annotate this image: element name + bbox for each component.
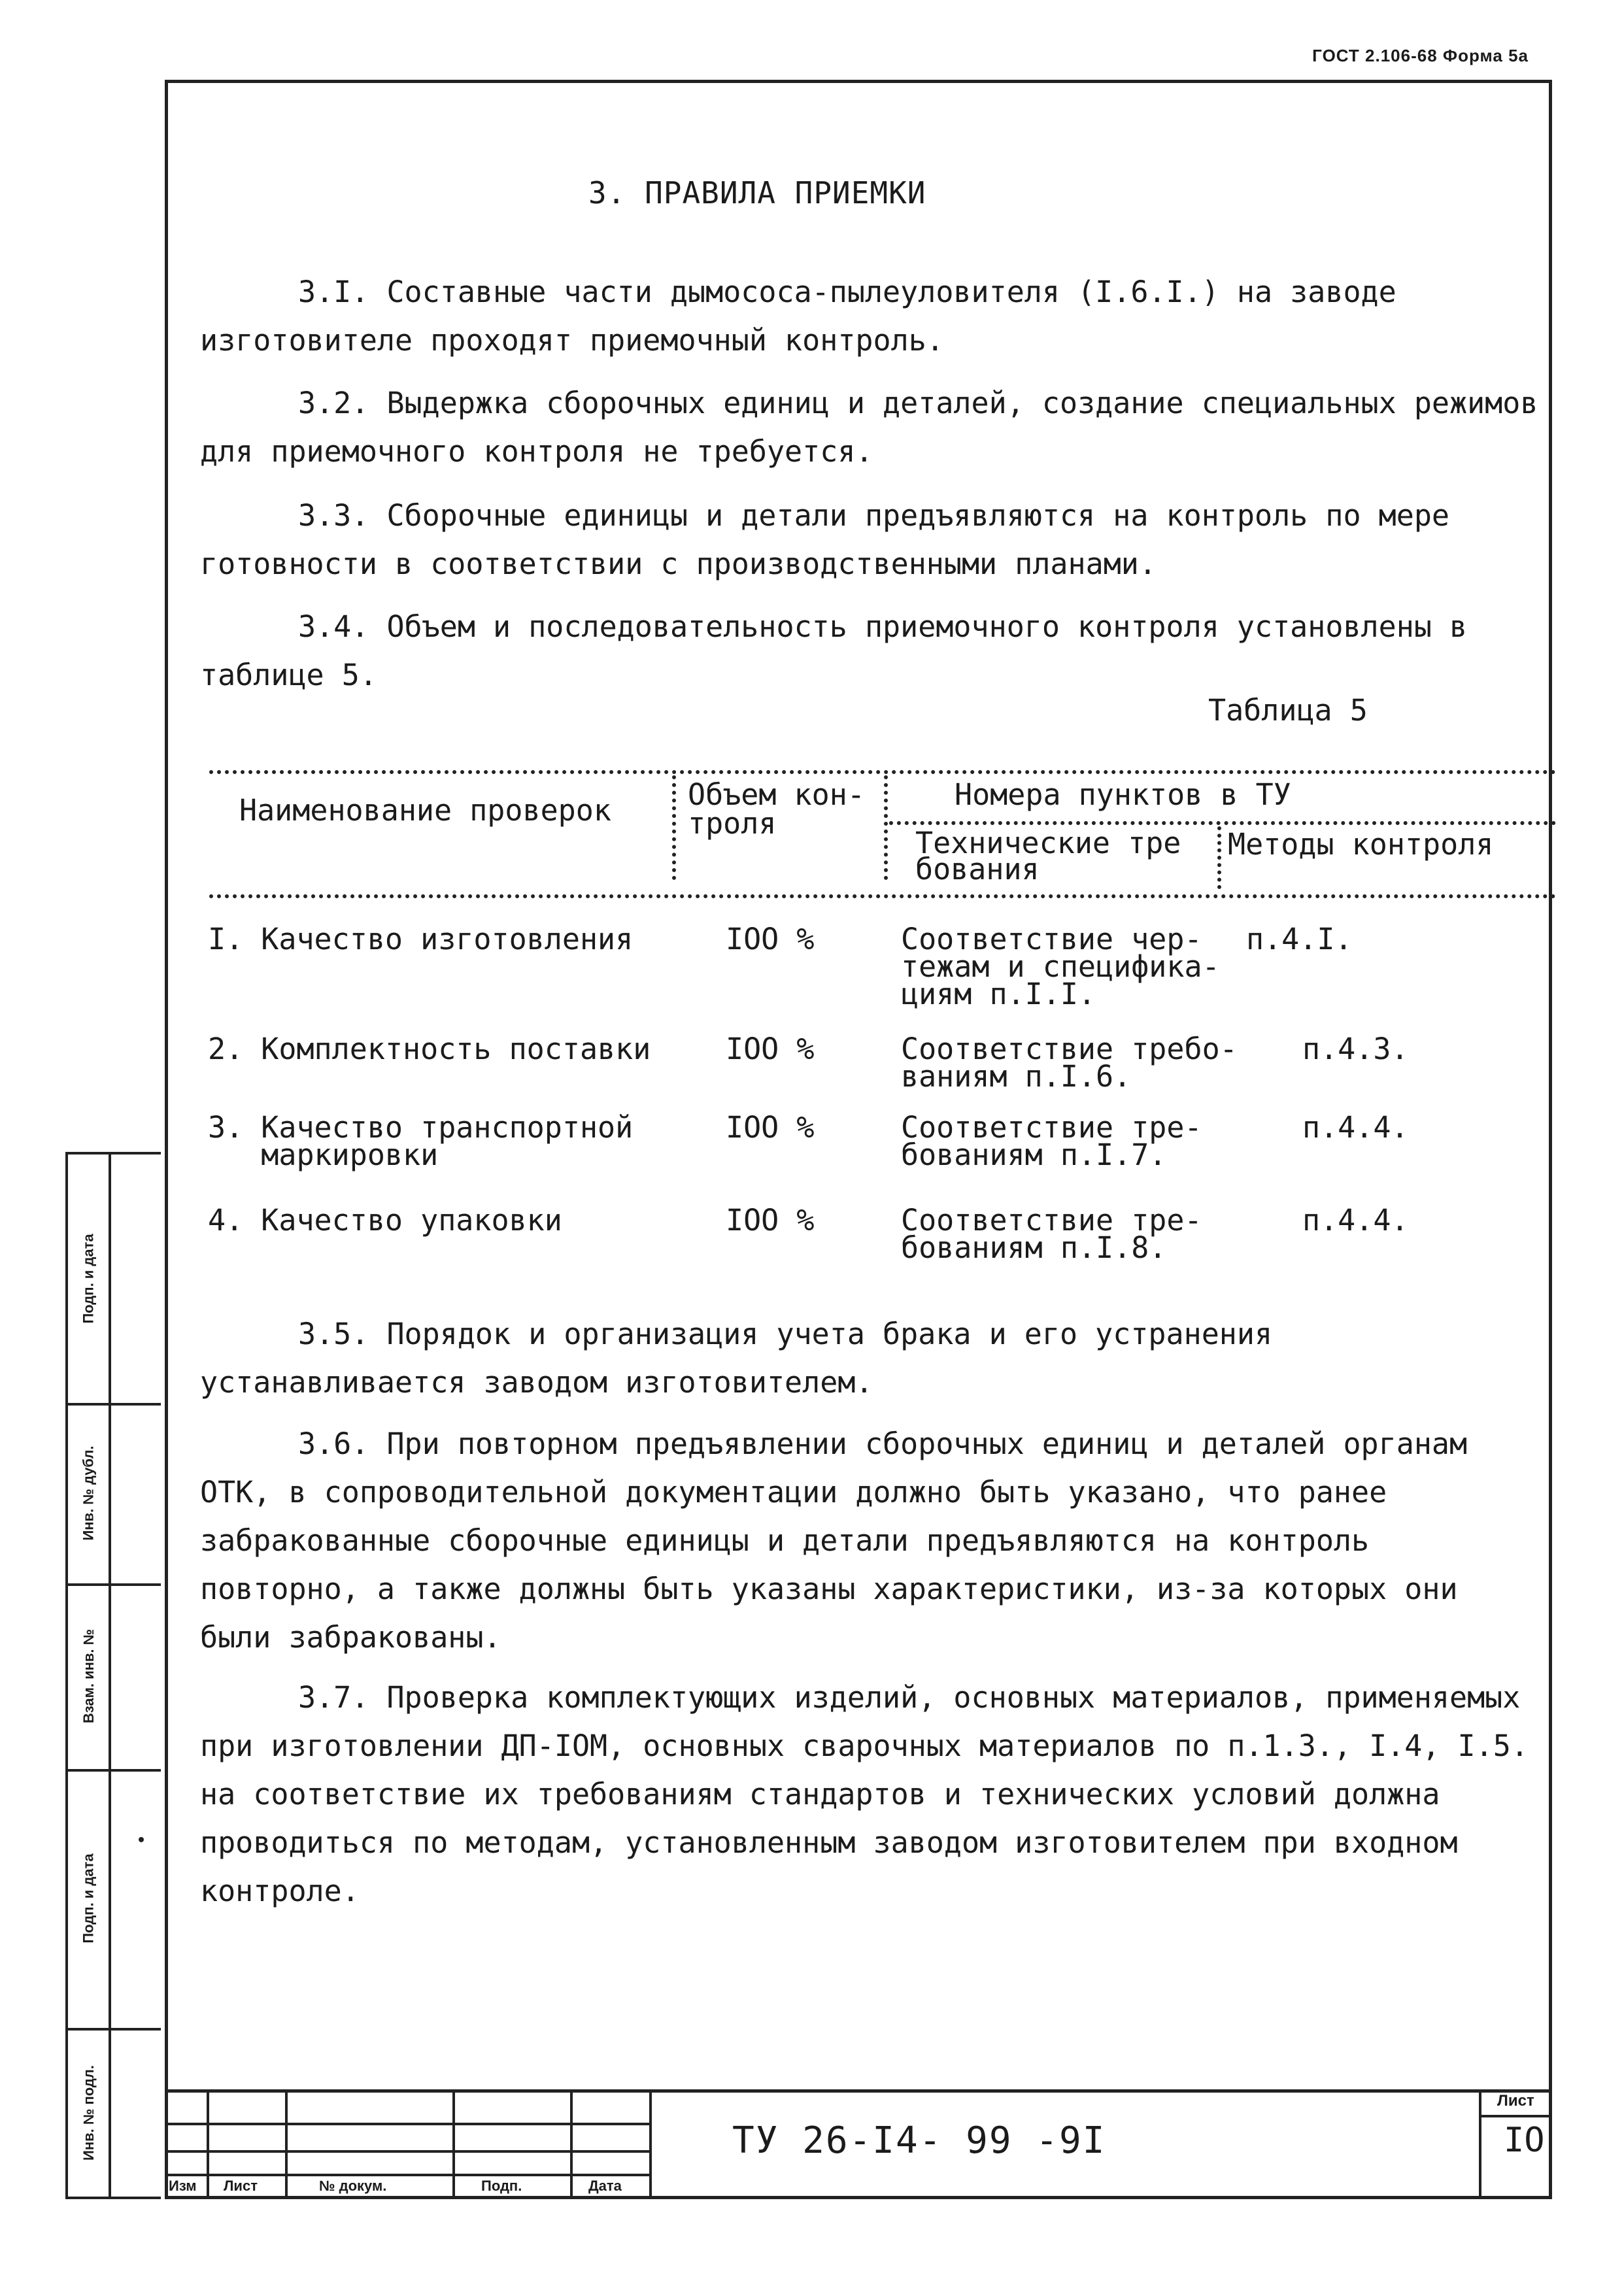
margin-dot [139, 1837, 144, 1842]
paragraph-3-4: 3.4. Объем и последовательность приемочного контроля установлены в таблице 5. [200, 609, 1485, 692]
stamp-label-doc-no: № докум. [319, 2178, 387, 2194]
paragraph-3-6: 3.6. При повторном предъявлении сборочных единиц и деталей органам ОТК, в сопроводительной документации должно быть указано, что ранее забракованные сборочные единицы и детали предъявляются на контроль повторно, а также должны быть указаны характеристики, из-за которых они были забракованы. [200, 1426, 1485, 1655]
header-check-name: Наименование проверок [239, 793, 611, 828]
header-requirements: Технические тре бования [915, 826, 1181, 886]
stamp-label-signature: Подп. [481, 2178, 522, 2194]
document-code: ТУ 26-I4- 99 -9I [732, 2119, 1106, 2162]
side-strip [65, 1152, 161, 2199]
side-label-orig-inv: Инв. № подл. [80, 2065, 97, 2161]
paragraph-3-5: 3.5. Порядок и организация учета брака и его устранения устанавливается заводом изготовителем. [200, 1317, 1291, 1400]
table-row-4-requirements: Соответствие тре- бованиям п.I.8. [901, 1203, 1202, 1265]
header-volume: Объем кон- троля [688, 777, 865, 841]
table-row-4-volume: IOO % [726, 1203, 815, 1238]
table-row-4-method: п.4.4. [1302, 1203, 1409, 1238]
form-label: ГОСТ 2.106-68 Форма 5а [1312, 46, 1529, 65]
stamp-label-sheet: Лист [224, 2178, 258, 2194]
table-row-1-name: I. Качество изготовления [208, 922, 634, 956]
side-label-replace-inv: Взам. инв. № [80, 1628, 97, 1724]
paragraph-3-3: 3.3. Сборочные единицы и детали предъявляются на контроль по мере готовности в соответствии с производственными планами. [200, 498, 1468, 581]
paragraph-3-1: 3.I. Составные части дымососа-пылеуловителя (I.6.I.) на заводе изготовителе проходят приемочный контроль. [200, 275, 1414, 358]
table-row-3-volume: IOO % [726, 1110, 815, 1145]
sheet-number: IO [1504, 2121, 1545, 2160]
header-methods: Методы контроля [1228, 827, 1494, 862]
table-row-2-requirements: Соответствие требо- ваниям п.I.6. [901, 1032, 1238, 1094]
table-row-1-requirements: Соответствие чер- тежам и специфика- циям п.I.I. [901, 922, 1220, 1011]
table-row-3-name: 3. Качество транспортной маркировки [208, 1110, 634, 1172]
stamp-label-date: Дата [588, 2178, 622, 2194]
sheet-label: Лист [1497, 2092, 1534, 2110]
side-label-sign-date-2: Подп. и дата [80, 1853, 97, 1944]
table-row-1-method: п.4.I. [1246, 922, 1353, 956]
table-row-2-method: п.4.3. [1302, 1032, 1409, 1066]
table-row-3-requirements: Соответствие тре- бованиям п.I.7. [901, 1110, 1202, 1172]
table-row-3-method: п.4.4. [1302, 1110, 1409, 1145]
header-tu-items: Номера пунктов в ТУ [955, 777, 1291, 812]
table-row-2-name: 2. Комплектность поставки [208, 1032, 651, 1066]
side-label-sign-date-1: Подп. и дата [80, 1234, 97, 1324]
table-row-2-volume: IOO % [726, 1032, 815, 1066]
section-title: 3. ПРАВИЛА ПРИЕМКИ [588, 175, 926, 211]
paragraph-3-7: 3.7. Проверка комплектующих изделий, основных материалов, применяемых при изготовлении ДП-IOM, основных сварочных материалов по п.1.3., I.4, I.5. на соответствие их требованиям стандартов и технических условий должна проводиться по методам, установленным заводом изготовителем при входном контроле. [200, 1680, 1547, 1908]
table-row-4-name: 4. Качество упаковки [208, 1203, 562, 1238]
table-row-1-volume: IOO % [726, 922, 815, 956]
paragraph-3-2: 3.2. Выдержка сборочных единиц и деталей, создание специальных режимов для приемочного контроля не требуется. [200, 386, 1556, 469]
stamp-label-change: Изм [169, 2178, 197, 2194]
table-caption: Таблица 5 [1208, 693, 1368, 728]
side-label-dup-inv: Инв. № дубл. [80, 1445, 97, 1541]
